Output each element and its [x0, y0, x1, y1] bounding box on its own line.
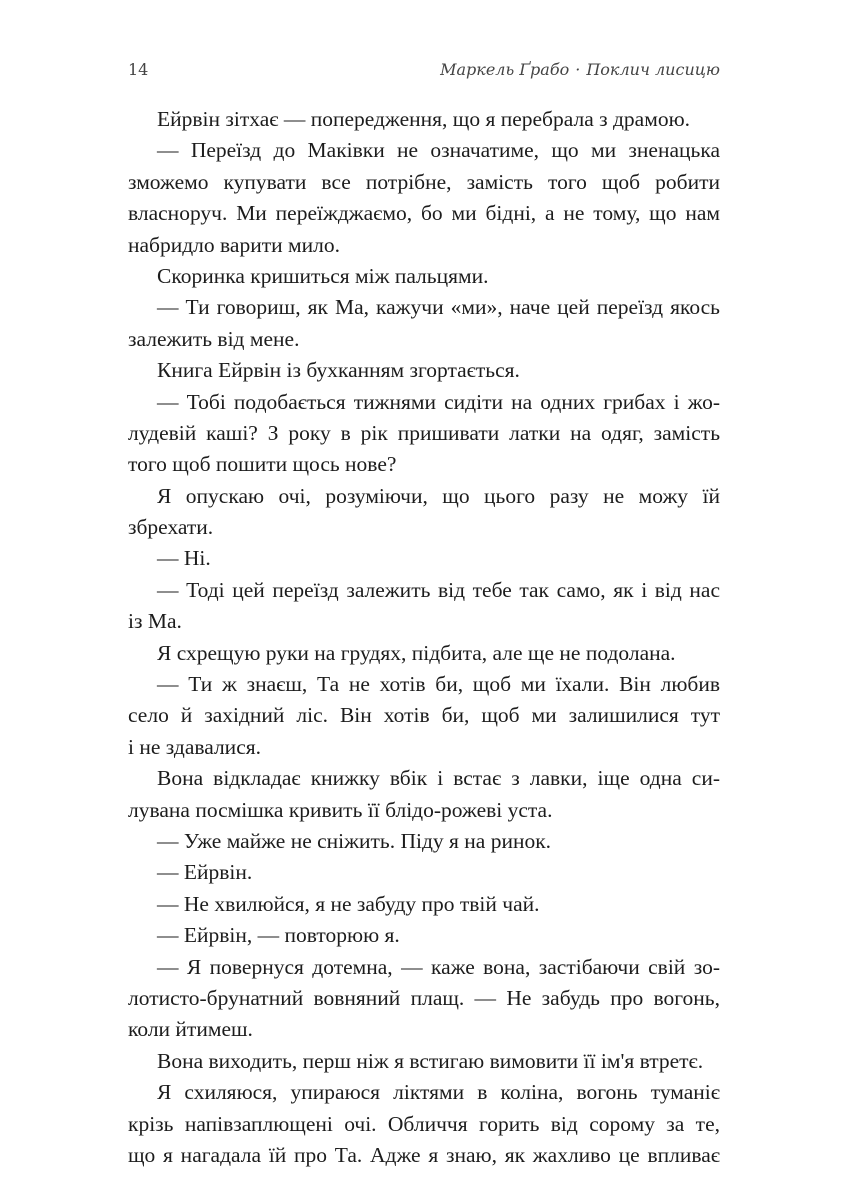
text-line: — Ейрвін, — повторюю я. — [157, 923, 400, 948]
text-line: Ейрвін зітхає — попередження, що я перебрала з драмою. — [157, 107, 691, 131]
text-line: село й західний ліс. Він хотів би, щоб ми залишилися тут — [128, 703, 720, 728]
text-line: із Ма. — [128, 609, 182, 634]
running-head — [128, 60, 720, 86]
text-line: крізь напівзаплющені очі. Обличчя горить від сорому за те, — [128, 1111, 720, 1136]
header-title — [440, 60, 720, 79]
text-line: — Не хвилюйся, я не забуду про твій чай. — [157, 891, 540, 916]
text-line: Вона відкладає книжку вбік і встає з лавки, іще одна си- — [157, 766, 720, 791]
text-line: того щоб пошити щось нове? — [128, 452, 397, 477]
header-author: Маркель Ґрабо — [440, 60, 570, 79]
text-line: і не здавалися. — [128, 734, 261, 759]
text-line: збрехати. — [128, 515, 214, 540]
text-line: — Тоді цей переїзд залежить від тебе так само, як і від нас — [157, 577, 720, 602]
text-line: Вона виходить, перш ніж я встигаю вимовити її ім'я втретє. — [157, 1048, 704, 1073]
header-book-title: Поклич лисицю — [586, 60, 720, 79]
text-line: — Переїзд до Маківки не означатиме, що ми зненацька — [157, 138, 720, 163]
text-line: набридло варити мило. — [128, 232, 340, 257]
text-line: власноруч. Ми переїжджаємо, бо ми бідні, а не тому, що нам — [128, 201, 720, 226]
text-line: — Ні. — [157, 546, 211, 571]
text-line: Я схрещую руки на грудях, підбита, але ще не подолана. — [157, 640, 676, 665]
text-line: лувана посмішка кривить її блідо-рожеві уста. — [128, 797, 553, 822]
text-line: лудевій каші? З року в рік пришивати латки на одяг, замість — [128, 420, 720, 445]
text-line: Скоринка кришиться між пальцями. — [157, 263, 489, 288]
text-line: Я схиляюся, упираюся ліктями в коліна, вогонь туманіє — [157, 1080, 720, 1105]
text-line: коли йтимеш. — [128, 1017, 253, 1042]
text-line: — Тобі подобається тижнями сидіти на одних грибах і жо- — [157, 389, 720, 414]
header-separator: · — [575, 60, 581, 79]
text-line: що я нагадала їй про Та. Адже я знаю, як жахливо це впливає — [128, 1142, 720, 1167]
text-line: — Уже майже не сніжить. Піду я на ринок. — [157, 828, 552, 853]
text-line: — Я повернуся дотемна, — каже вона, застібаючи свій зо- — [157, 954, 720, 979]
page-number: 14 — [128, 60, 149, 79]
text-line: Книга Ейрвін із бухканням згортається. — [157, 358, 520, 383]
text-line: — Ейрвін. — [157, 860, 253, 885]
text-line: зможемо купувати все потрібне, замість того щоб робити — [128, 169, 720, 194]
text-line: Я опускаю очі, розуміючи, що цього разу не можу їй — [157, 483, 720, 508]
text-line: залежить від мене. — [128, 326, 300, 351]
text-line: — Ти говориш, як Ма, кажучи «ми», наче цей переїзд якось — [157, 295, 720, 320]
text-line: лотисто-брунатний вовняний плащ. — Не забудь про вогонь, — [128, 985, 720, 1010]
text-line: — Ти ж знаєш, Та не хотів би, щоб ми їхали. Він любив — [157, 672, 720, 697]
text-body — [128, 104, 720, 1171]
